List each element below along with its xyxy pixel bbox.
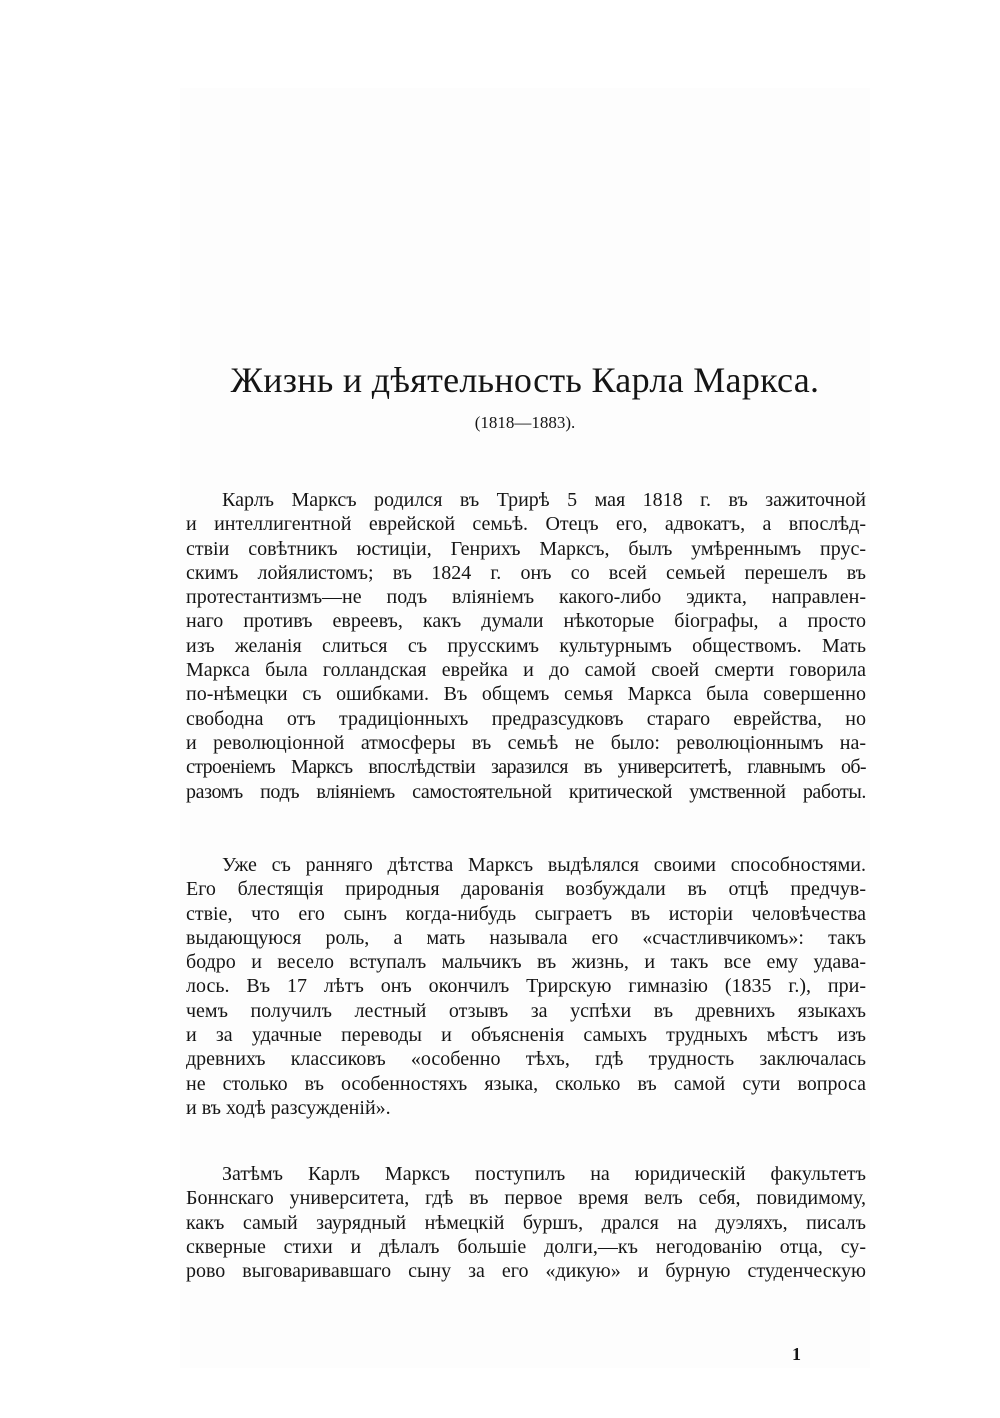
text-line: ствіи совѣтникъ юстиціи, Генрихъ Марксъ, былъ умѣреннымъ прус- (186, 537, 866, 560)
text-line: свободна отъ традиціонныхъ предразсудковъ стараго еврейства, но (186, 707, 866, 730)
text-line: какъ самый заурядный нѣмецкій буршъ, дрался на дуэляхъ, писалъ (186, 1211, 866, 1234)
text-line: Его блестящія природныя дарованія возбуждали въ отцѣ предчув- (186, 878, 866, 901)
text-line: ствіе, что его сынъ когда-нибудь сыграетъ въ исторіи человѣчества (186, 902, 866, 925)
text-line: чемъ получилъ лестный отзывъ за успѣхи въ древнихъ языкахъ (186, 999, 866, 1022)
text-line: наго противъ евреевъ, какъ думали нѣкоторые біографы, а просто (186, 610, 866, 633)
text-line: лось. Въ 17 лѣтъ онъ окончилъ Трирскую гимназію (1835 г.), при- (186, 975, 866, 998)
text-line: разомъ подъ вліяніемъ самостоятельной критической умственной работы. (186, 780, 866, 803)
text-line: и за удачные переводы и объясненія самыхъ трудныхъ мѣстъ изъ (186, 1024, 866, 1047)
text-line: и интеллигентной еврейской семьѣ. Отецъ его, адвокатъ, а впослѣд- (186, 513, 866, 536)
text-line: изъ желанія слиться съ прусскимъ культурнымъ обществомъ. Мать (186, 634, 866, 657)
paragraph-1 (186, 488, 866, 804)
text-line: древнихъ классиковъ «особенно тѣхъ, гдѣ трудность заключалась (186, 1048, 866, 1071)
text-line: Уже съ ранняго дѣтства Марксъ выдѣлялся своими способностями. (222, 854, 866, 876)
text-line: Маркса была голландская еврейка и до самой своей смерти говорила (186, 659, 866, 682)
paragraph-2 (186, 853, 866, 1120)
text-line: и революціонной атмосферы въ семьѣ не было: революціоннымъ на- (186, 731, 866, 754)
text-line: скверные стихи и дѣлалъ большіе долги,—къ негодованію отца, су- (186, 1235, 866, 1258)
chapter-dates: (1818—1883). (474, 413, 576, 432)
page-number: 1 (792, 1344, 801, 1364)
text-line: и въ ходѣ разсужденій». (186, 1096, 391, 1119)
paragraph-3 (186, 1162, 866, 1283)
chapter-title: Жизнь и дѣятельность Карла Маркса. (230, 360, 820, 400)
text-line: скимъ лойялистомъ; въ 1824 г. онъ со всей семьей перешелъ въ (186, 561, 866, 584)
text-line: бодро и весело вступалъ мальчикъ въ жизнь, и такъ все ему удава- (186, 951, 866, 974)
text-line: Затѣмъ Карлъ Марксъ поступилъ на юридическій факультетъ (222, 1163, 866, 1185)
text-line: рово выговаривавшаго сыну за его «дикую» и бурную студенческую (186, 1260, 866, 1283)
text-line: протестантизмъ—не подъ вліяніемъ какого-либо эдикта, направлен- (186, 586, 866, 609)
text-line: Карлъ Марксъ родился въ Трирѣ 5 мая 1818 г. въ зажиточной (222, 489, 866, 511)
text-line: выдающуюся роль, а мать называла его «счастливчикомъ»: такъ (186, 926, 866, 949)
text-line: по-нѣмецки съ ошибками. Въ общемъ семья Маркса была совершенно (186, 683, 866, 706)
text-line: строеніемъ Марксъ впослѣдствіи заразился въ университетѣ, главнымъ об- (186, 756, 866, 779)
text-line: Боннскаго университета, гдѣ въ первое время велъ себя, повидимому, (186, 1187, 866, 1210)
text-line: не столько въ особенностяхъ языка, сколько въ самой сути вопроса (186, 1072, 866, 1095)
